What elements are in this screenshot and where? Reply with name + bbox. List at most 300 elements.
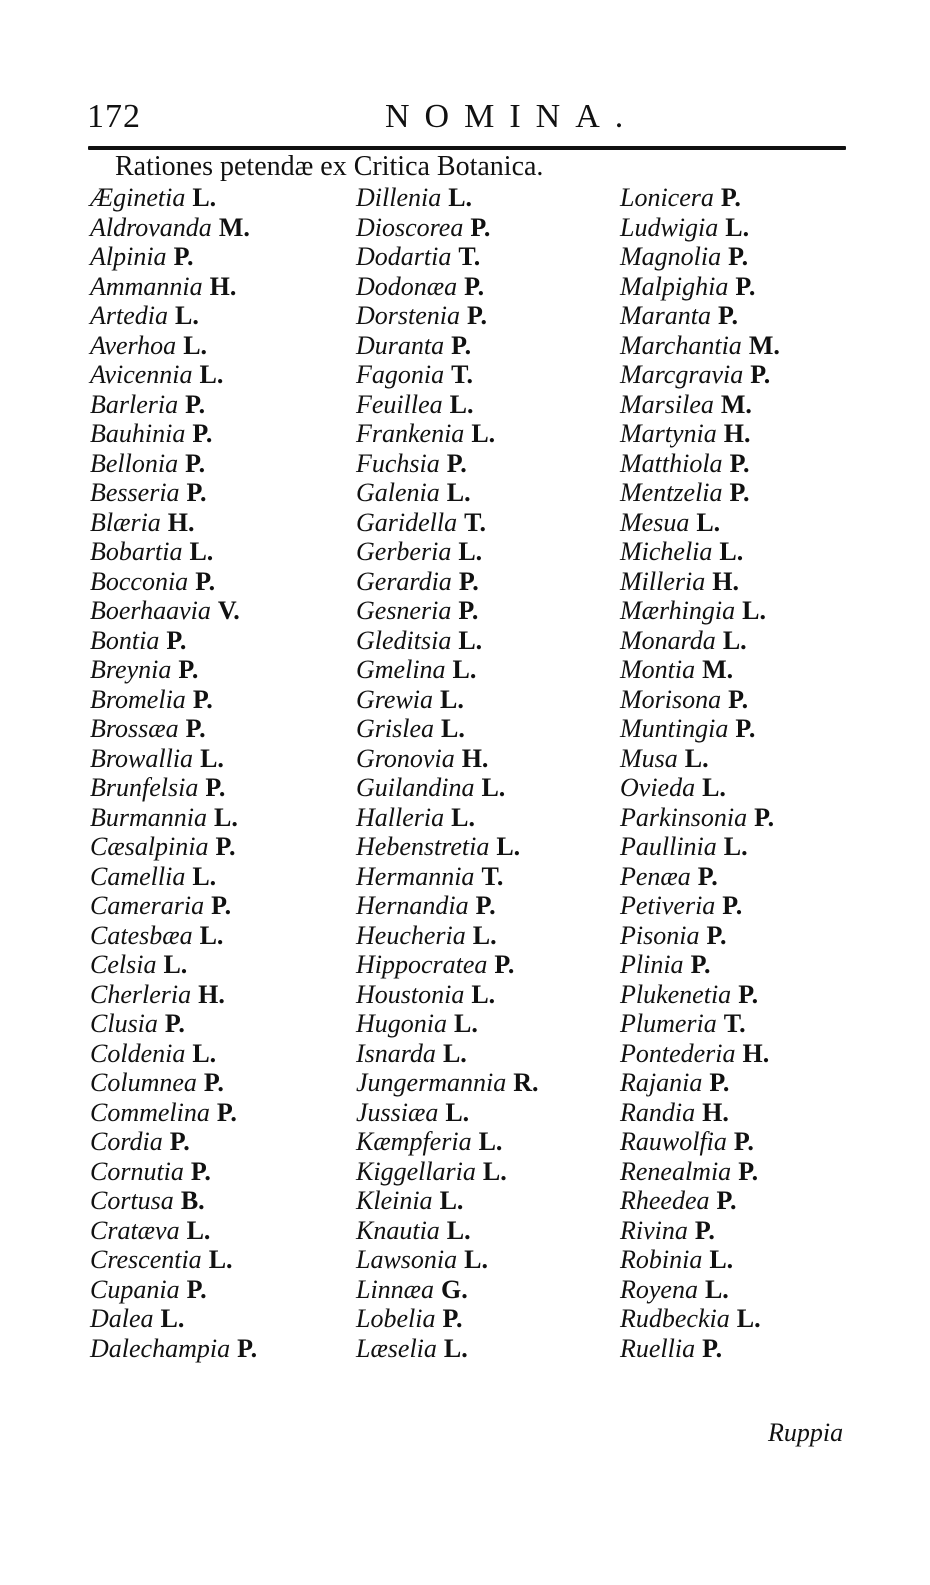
page-number: 172 [87, 98, 141, 135]
genus-name: Cordia [90, 1127, 163, 1156]
genus-name: Petiveria [620, 891, 716, 920]
genus-name: Linnæa [356, 1274, 435, 1304]
authority-abbrev: P. [192, 684, 213, 714]
authority-abbrev: P. [185, 389, 206, 419]
authority-abbrev: M. [218, 212, 250, 242]
genus-entry [620, 1275, 780, 1305]
genus-name: Cupania [90, 1274, 180, 1304]
genus-entry [90, 832, 257, 862]
genus-entry [620, 1127, 780, 1157]
genus-entry [90, 891, 257, 921]
authority-abbrev: L. [186, 1215, 211, 1245]
genus-entry [356, 832, 538, 862]
authority-abbrev: L. [451, 802, 475, 832]
genus-entry [90, 1216, 257, 1246]
genus-name: Randia [620, 1097, 696, 1127]
authority-abbrev: P. [733, 1127, 754, 1156]
genus-entry [90, 862, 257, 892]
genus-entry [620, 773, 780, 803]
genus-entry [620, 1304, 780, 1334]
authority-abbrev: L. [471, 419, 496, 448]
genus-name: Dioscorea [356, 212, 464, 242]
authority-abbrev: P. [195, 566, 216, 596]
genus-name: Cortusa [90, 1186, 174, 1215]
genus-name: Fuchsia [356, 448, 440, 478]
genus-entry [356, 714, 538, 744]
authority-abbrev: L. [445, 1097, 470, 1127]
authority-abbrev: L. [199, 360, 224, 389]
genus-name: Gerardia [356, 566, 452, 596]
genus-name: Plumeria [620, 1009, 717, 1038]
genus-name: Bellonia [90, 448, 179, 478]
genus-entry [90, 773, 257, 803]
genus-name: Garidella [356, 507, 458, 537]
genus-entry [356, 1275, 538, 1305]
authority-abbrev: P. [697, 861, 718, 891]
genus-entry [356, 449, 538, 479]
authority-abbrev: L. [163, 950, 188, 979]
genus-name: Penæa [620, 861, 691, 891]
genus-entry [356, 242, 538, 272]
authority-abbrev: M. [702, 655, 734, 684]
authority-abbrev: P. [185, 714, 206, 743]
genus-entry [90, 1275, 257, 1305]
genus-entry [90, 1039, 257, 1069]
genus-name: Besseria [90, 478, 180, 507]
authority-abbrev: P. [494, 950, 515, 979]
genus-name: Bocconia [90, 566, 189, 596]
genus-name: Bauhinia [90, 419, 186, 448]
genus-entry [620, 567, 780, 597]
genus-entry [90, 1068, 257, 1098]
authority-abbrev: B. [180, 1186, 205, 1215]
genus-name: Camellia [90, 861, 186, 891]
authority-abbrev: M. [748, 330, 780, 360]
genus-entry [620, 891, 780, 921]
genus-name: Matthiola [620, 448, 723, 478]
genus-entry [356, 567, 538, 597]
genus-entry [620, 1068, 780, 1098]
genus-name: Maranta [620, 301, 711, 330]
genus-entry [620, 537, 780, 567]
authority-abbrev: P. [164, 1009, 185, 1038]
authority-abbrev: L. [704, 1274, 729, 1304]
genus-name: Artedia [90, 301, 168, 330]
authority-abbrev: P. [169, 1127, 190, 1156]
genus-name: Dodartia [356, 242, 452, 271]
authority-abbrev: P. [215, 832, 236, 861]
genus-entry [356, 1216, 538, 1246]
authority-abbrev: P. [458, 566, 479, 596]
genus-name: Hermannia [356, 861, 475, 891]
genus-name: Bromelia [90, 684, 186, 714]
genus-name: Ovieda [620, 773, 696, 802]
genus-name: Pisonia [620, 920, 700, 950]
authority-abbrev: L. [702, 773, 726, 802]
genus-name: Cameraria [90, 891, 205, 920]
genus-entry [356, 773, 538, 803]
genus-name: Dillenia [356, 183, 442, 212]
genus-entry [90, 419, 257, 449]
genus-name: Ruellia [620, 1333, 696, 1363]
genus-entry [356, 360, 538, 390]
genus-entry [620, 331, 780, 361]
genus-entry [90, 301, 257, 331]
authority-abbrev: P. [442, 1304, 463, 1333]
authority-abbrev: L. [189, 537, 214, 566]
authority-abbrev: L. [192, 1038, 217, 1068]
genus-name: Lonicera [620, 183, 714, 212]
authority-abbrev: L. [160, 1304, 185, 1333]
genus-name: Mentzelia [620, 478, 723, 507]
running-head: NOMINA. [385, 98, 639, 135]
genus-name: Guilandina [356, 773, 475, 802]
genus-name: Cratæva [90, 1215, 180, 1245]
genus-name: Crescentia [90, 1245, 202, 1274]
genus-name: Burmannia [90, 802, 207, 832]
authority-abbrev: L. [719, 537, 744, 566]
genus-entry [620, 655, 780, 685]
authority-abbrev: L. [208, 1245, 233, 1274]
genus-entry [620, 1098, 780, 1128]
genus-entry [620, 1186, 780, 1216]
genus-name: Mesua [620, 507, 690, 537]
genus-name: Plinia [620, 950, 684, 979]
genus-name: Isnarda [356, 1038, 436, 1068]
genus-name: Marchantia [620, 330, 742, 360]
genus-name: Browallia [90, 743, 194, 773]
authority-abbrev: L. [443, 1333, 468, 1363]
genus-entry [620, 508, 780, 538]
genus-entry [620, 832, 780, 862]
genus-name: Fagonia [356, 360, 445, 389]
authority-abbrev: L. [446, 478, 471, 507]
genus-name: Rajania [620, 1068, 703, 1097]
authority-abbrev: P. [722, 891, 743, 920]
authority-abbrev: L. [471, 979, 496, 1009]
genus-name: Heucheria [356, 920, 466, 950]
authority-abbrev: L. [709, 1245, 734, 1274]
genus-name: Dorstenia [356, 301, 460, 330]
genus-name: Feuillea [356, 389, 443, 419]
genus-entry [90, 980, 257, 1010]
authority-abbrev: L. [442, 1038, 467, 1068]
genus-name: Gmelina [356, 655, 446, 684]
genus-column-3 [620, 183, 780, 1363]
authority-abbrev: P. [754, 802, 775, 832]
authority-abbrev: H. [167, 507, 195, 537]
genus-name: Plukenetia [620, 979, 732, 1009]
genus-entry [90, 596, 257, 626]
genus-entry [90, 478, 257, 508]
genus-name: Halleria [356, 802, 445, 832]
genus-name: Bontia [90, 625, 160, 655]
genus-entry [356, 1334, 538, 1364]
genus-name: Kæmpferia [356, 1127, 472, 1156]
genus-name: Gleditsia [356, 625, 452, 655]
genus-name: Musa [620, 743, 678, 773]
genus-entry [90, 803, 257, 833]
genus-name: Milleria [620, 566, 706, 596]
genus-entry [356, 803, 538, 833]
genus-name: Marsilea [620, 389, 714, 419]
authority-abbrev: H. [461, 743, 489, 773]
genus-entry [620, 1009, 780, 1039]
authority-abbrev: P. [738, 979, 759, 1009]
genus-name: Coldenia [90, 1038, 186, 1068]
authority-abbrev: L. [192, 861, 217, 891]
genus-name: Æginetia [90, 183, 186, 212]
genus-entry [356, 655, 538, 685]
authority-abbrev: L. [481, 773, 506, 802]
genus-entry [356, 1068, 538, 1098]
genus-name: Lobelia [356, 1304, 436, 1333]
genus-entry [620, 744, 780, 774]
authority-abbrev: T. [481, 861, 504, 891]
authority-abbrev: P. [475, 891, 496, 920]
authority-abbrev: H. [198, 979, 225, 1009]
genus-name: Ammannia [90, 271, 203, 301]
genus-entry [620, 980, 780, 1010]
authority-abbrev: P. [720, 183, 741, 212]
genus-entry [356, 1245, 538, 1275]
authority-abbrev: P. [178, 655, 199, 684]
genus-name: Michelia [620, 537, 713, 566]
authority-abbrev: L. [439, 1186, 464, 1215]
genus-name: Rauwolfia [620, 1127, 727, 1156]
genus-entry [620, 685, 780, 715]
authority-abbrev: L. [722, 625, 747, 655]
authority-abbrev: P. [718, 301, 738, 330]
genus-name: Læselia [356, 1333, 437, 1363]
authority-abbrev: L. [441, 714, 465, 743]
genus-name: Dalechampia [90, 1333, 231, 1363]
authority-abbrev: L. [448, 183, 473, 212]
genus-entry [620, 626, 780, 656]
genus-entry [620, 921, 780, 951]
genus-name: Catesbæa [90, 920, 193, 950]
genus-name: Malpighia [620, 271, 729, 301]
authority-abbrev: P. [750, 360, 771, 389]
genus-name: Rudbeckia [620, 1304, 730, 1333]
genus-name: Aldrovanda [90, 212, 212, 242]
authority-abbrev: L. [199, 920, 224, 950]
genus-entry [90, 714, 257, 744]
genus-entry [90, 1304, 257, 1334]
genus-entry [356, 950, 538, 980]
authority-abbrev: L. [496, 832, 521, 861]
genus-entry [90, 390, 257, 420]
genus-name: Kiggellaria [356, 1156, 476, 1186]
authority-abbrev: L. [684, 743, 709, 773]
authority-abbrev: L. [175, 301, 199, 330]
genus-name: Gronovia [356, 743, 455, 773]
genus-entry [90, 331, 257, 361]
genus-name: Galenia [356, 478, 440, 507]
authority-abbrev: P. [166, 625, 187, 655]
genus-name: Bobartia [90, 537, 183, 566]
genus-column-2 [356, 183, 538, 1363]
authority-abbrev: P. [186, 478, 207, 507]
authority-abbrev: P. [690, 950, 711, 979]
authority-abbrev: L. [214, 802, 238, 832]
genus-entry [620, 419, 780, 449]
authority-abbrev: L. [440, 684, 464, 714]
genus-name: Monarda [620, 625, 716, 655]
genus-entry [620, 390, 780, 420]
genus-name: Brunfelsia [90, 773, 199, 802]
authority-abbrev: P. [186, 1274, 207, 1304]
genus-name: Dalea [90, 1304, 154, 1333]
authority-abbrev: P. [203, 1068, 224, 1097]
authority-abbrev: P. [729, 478, 750, 507]
authority-abbrev: L. [742, 596, 766, 625]
authority-abbrev: P. [467, 301, 487, 330]
genus-entry [356, 685, 538, 715]
genus-entry [356, 331, 538, 361]
genus-entry [620, 360, 780, 390]
genus-entry [90, 1098, 257, 1128]
authority-abbrev: T. [451, 360, 474, 389]
authority-abbrev: L. [482, 1156, 507, 1186]
genus-entry [90, 449, 257, 479]
authority-abbrev: P. [728, 684, 749, 714]
genus-name: Parkinsonia [620, 802, 748, 832]
genus-entry [356, 183, 538, 213]
genus-name: Hebenstretia [356, 832, 490, 861]
genus-entry [356, 213, 538, 243]
genus-entry [90, 1245, 257, 1275]
authority-abbrev: L. [452, 655, 477, 684]
genus-name: Jungermannia [356, 1068, 507, 1097]
genus-entry [620, 596, 780, 626]
genus-entry [90, 921, 257, 951]
authority-abbrev: H. [723, 419, 751, 448]
authority-abbrev: H. [712, 566, 739, 596]
genus-name: Cornutia [90, 1156, 184, 1186]
genus-name: Houstonia [356, 979, 465, 1009]
genus-name: Boerhaavia [90, 596, 211, 625]
authority-abbrev: T. [464, 507, 487, 537]
authority-abbrev: L. [449, 389, 474, 419]
genus-name: Robinia [620, 1245, 703, 1274]
header-rule [88, 146, 846, 150]
authority-abbrev: G. [441, 1274, 468, 1304]
genus-entry [356, 862, 538, 892]
authority-abbrev: L. [458, 537, 483, 566]
authority-abbrev: P. [728, 242, 749, 271]
authority-abbrev: H. [209, 271, 237, 301]
genus-entry [356, 1304, 538, 1334]
genus-entry [620, 1039, 780, 1069]
genus-entry [90, 1127, 257, 1157]
genus-entry [356, 508, 538, 538]
authority-abbrev: T. [458, 242, 481, 271]
genus-name: Marcgravia [620, 360, 744, 389]
genus-name: Royena [620, 1274, 698, 1304]
authority-abbrev: L. [478, 1127, 503, 1156]
authority-abbrev: V. [217, 596, 240, 625]
genus-name: Magnolia [620, 242, 722, 271]
authority-abbrev: P. [185, 448, 206, 478]
authority-abbrev: P. [716, 1186, 737, 1215]
genus-name: Columnea [90, 1068, 197, 1097]
genus-entry [620, 1216, 780, 1246]
genus-entry [90, 655, 257, 685]
authority-abbrev: P. [205, 773, 226, 802]
genus-name: Gesneria [356, 596, 452, 625]
genus-name: Commelina [90, 1097, 210, 1127]
genus-name: Montia [620, 655, 696, 684]
authority-abbrev: P. [694, 1215, 715, 1245]
genus-name: Averhoa [90, 330, 177, 360]
genus-name: Grewia [356, 684, 434, 714]
genus-entry [620, 449, 780, 479]
authority-abbrev: P. [192, 419, 213, 448]
genus-entry [90, 1157, 257, 1187]
genus-name: Kleinia [356, 1186, 433, 1215]
genus-entry [356, 1186, 538, 1216]
genus-name: Morisona [620, 684, 722, 714]
genus-entry [90, 744, 257, 774]
genus-entry [90, 242, 257, 272]
genus-entry [356, 1098, 538, 1128]
genus-entry [620, 478, 780, 508]
genus-name: Hernandia [356, 891, 469, 920]
genus-entry [356, 1157, 538, 1187]
genus-entry [90, 508, 257, 538]
genus-entry [620, 242, 780, 272]
genus-entry [620, 1157, 780, 1187]
genus-name: Celsia [90, 950, 157, 979]
genus-entry [356, 478, 538, 508]
genus-entry [356, 1127, 538, 1157]
genus-name: Ludwigia [620, 212, 719, 242]
genus-name: Rivina [620, 1215, 688, 1245]
authority-abbrev: M. [720, 389, 752, 419]
genus-name: Blæria [90, 507, 161, 537]
genus-name: Cherleria [90, 979, 192, 1009]
authority-abbrev: T. [723, 1009, 746, 1038]
genus-name: Martynia [620, 419, 717, 448]
genus-entry [620, 213, 780, 243]
genus-name: Brossæa [90, 714, 179, 743]
genus-entry [356, 921, 538, 951]
genus-name: Breynia [90, 655, 172, 684]
authority-abbrev: L. [723, 832, 748, 861]
authority-abbrev: P. [216, 1097, 237, 1127]
genus-name: Pontederia [620, 1038, 736, 1068]
genus-entry [90, 1186, 257, 1216]
genus-name: Renealmia [620, 1156, 732, 1186]
genus-name: Jussiæa [356, 1097, 439, 1127]
genus-entry [356, 537, 538, 567]
authority-abbrev: P. [464, 271, 485, 301]
genus-entry [90, 950, 257, 980]
authority-abbrev: L. [458, 625, 483, 655]
catchword: Ruppia [768, 1418, 844, 1447]
authority-abbrev: P. [470, 212, 491, 242]
genus-name: Frankenia [356, 419, 465, 448]
genus-entry [90, 1009, 257, 1039]
authority-abbrev: L. [696, 507, 721, 537]
genus-entry [620, 1334, 780, 1364]
genus-entry [90, 567, 257, 597]
genus-entry [620, 272, 780, 302]
authority-abbrev: L. [446, 1215, 471, 1245]
genus-name: Grislea [356, 714, 434, 743]
genus-entry [620, 803, 780, 833]
